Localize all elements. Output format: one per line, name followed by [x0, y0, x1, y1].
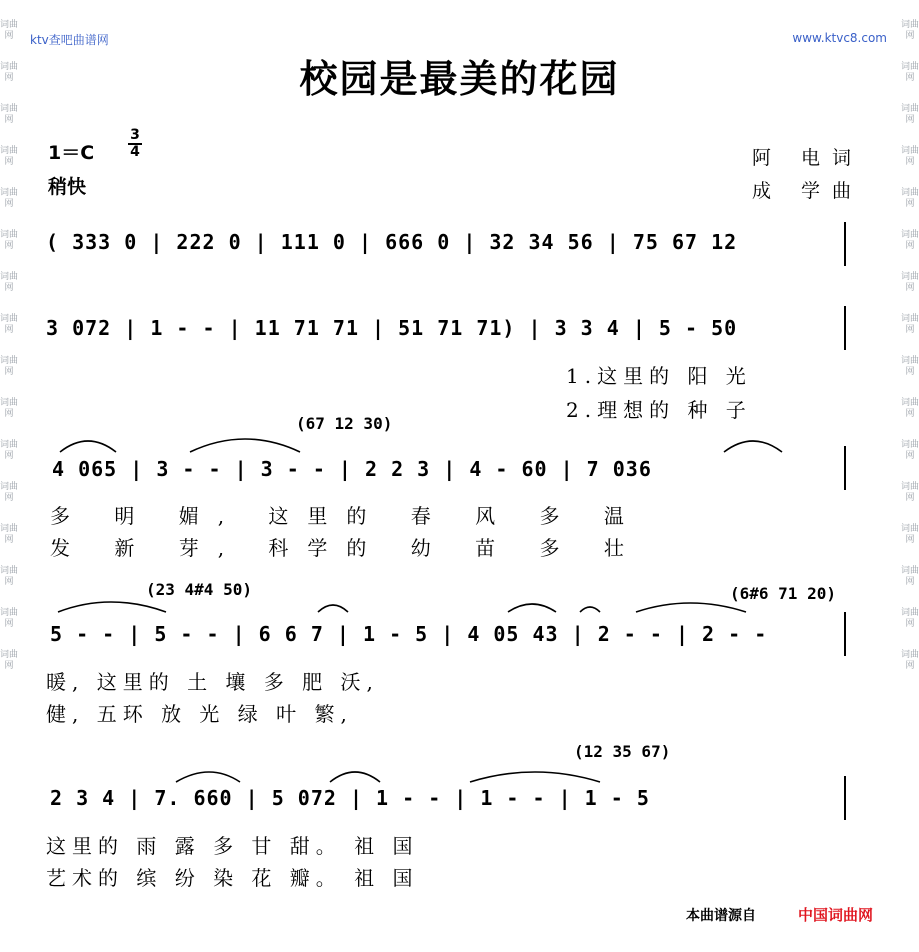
- lyric-row-2-verse-1: 1.这里的 阳 光: [566, 364, 752, 388]
- slur: [190, 439, 300, 452]
- slur: [470, 772, 600, 782]
- edge-watermark-right: 词曲网 词曲网 词曲网 词曲网 词曲网 词曲网 词曲网 词曲网 词曲网 词曲网 词曲网 词曲网 词曲网 词曲网 词曲网 词曲网: [901, 20, 919, 671]
- score-row-1-notes: ( 333 0 | 222 0 | 111 0 | 666 0 | 32 34 56 | 75 67 12: [46, 230, 738, 254]
- edge-watermark-left: 词曲网 词曲网 词曲网 词曲网 词曲网 词曲网 词曲网 词曲网 词曲网 词曲网 词曲网 词曲网 词曲网 词曲网 词曲网 词曲网: [0, 20, 18, 671]
- slur: [580, 607, 600, 612]
- slur: [176, 772, 240, 782]
- ornament-row-4-left: (23 4#4 50): [146, 580, 252, 599]
- time-signature-top: 3: [130, 127, 140, 143]
- ornament-row-4-right: (6#6 71 20): [730, 584, 836, 603]
- lyric-row-3-verse-1: 多 明 媚, 这里的 春 风 多 温: [50, 504, 643, 528]
- lyric-row-2-verse-2: 2.理想的 种 子: [566, 398, 752, 422]
- lyric-row-4-verse-2: 健, 五环 放 光 绿 叶 繁,: [46, 702, 353, 726]
- slur: [724, 441, 782, 452]
- barline-end: [844, 222, 846, 266]
- slur: [318, 605, 348, 612]
- ornament-row-5: (12 35 67): [574, 742, 671, 761]
- composer-credit: 成 学曲: [752, 180, 864, 202]
- ornament-row-3: (67 12 30): [296, 414, 393, 433]
- lyric-row-5-verse-1: 这里的 雨 露 多 甘 甜。 祖 国: [46, 834, 419, 858]
- barline-end: [844, 612, 846, 656]
- slur: [636, 603, 746, 612]
- score-row-4-notes: 5 - - | 5 - - | 6 6 7 | 1 - 5 | 4 05 43 | 2 - - | 2 - -: [50, 622, 768, 646]
- score-row-3-notes: 4 065 | 3 - - | 3 - - | 2 2 3 | 4 - 60 | 7 036: [52, 457, 652, 481]
- song-title: 校园是最美的花园: [299, 56, 620, 101]
- key-signature: 1＝C: [48, 142, 95, 164]
- score-row-2-notes: 3 072 | 1 - - | 11 71 71 | 51 71 71) | 3 3 4 | 5 - 50: [46, 316, 738, 340]
- source-label: 本曲谱源自: [686, 908, 756, 924]
- watermark-right[interactable]: www.ktvc8.com: [792, 31, 887, 45]
- score-row-5-notes: 2 3 4 | 7. 660 | 5 072 | 1 - - | 1 - - | 1 - 5: [50, 786, 650, 810]
- tempo-marking: 稍快: [48, 176, 87, 198]
- lyric-row-3-verse-2: 发 新 芽, 科学的 幼 苗 多 壮: [50, 536, 643, 560]
- time-signature-bottom: 4: [128, 143, 142, 160]
- slur: [508, 604, 556, 612]
- barline-end: [844, 776, 846, 820]
- barline-end: [844, 446, 846, 490]
- lyricist-credit: 阿 电词: [752, 147, 864, 169]
- lyric-row-4-verse-1: 暖, 这里的 土 壤 多 肥 沃,: [46, 670, 379, 694]
- lyric-row-5-verse-2: 艺术的 缤 纷 染 花 瓣。 祖 国: [46, 866, 419, 890]
- source-site-link[interactable]: 中国词曲网: [798, 906, 874, 924]
- slur: [330, 772, 380, 782]
- watermark-left[interactable]: ktv查吧曲谱网: [30, 33, 109, 47]
- slur: [60, 441, 116, 452]
- barline-end: [844, 306, 846, 350]
- slur: [58, 602, 166, 612]
